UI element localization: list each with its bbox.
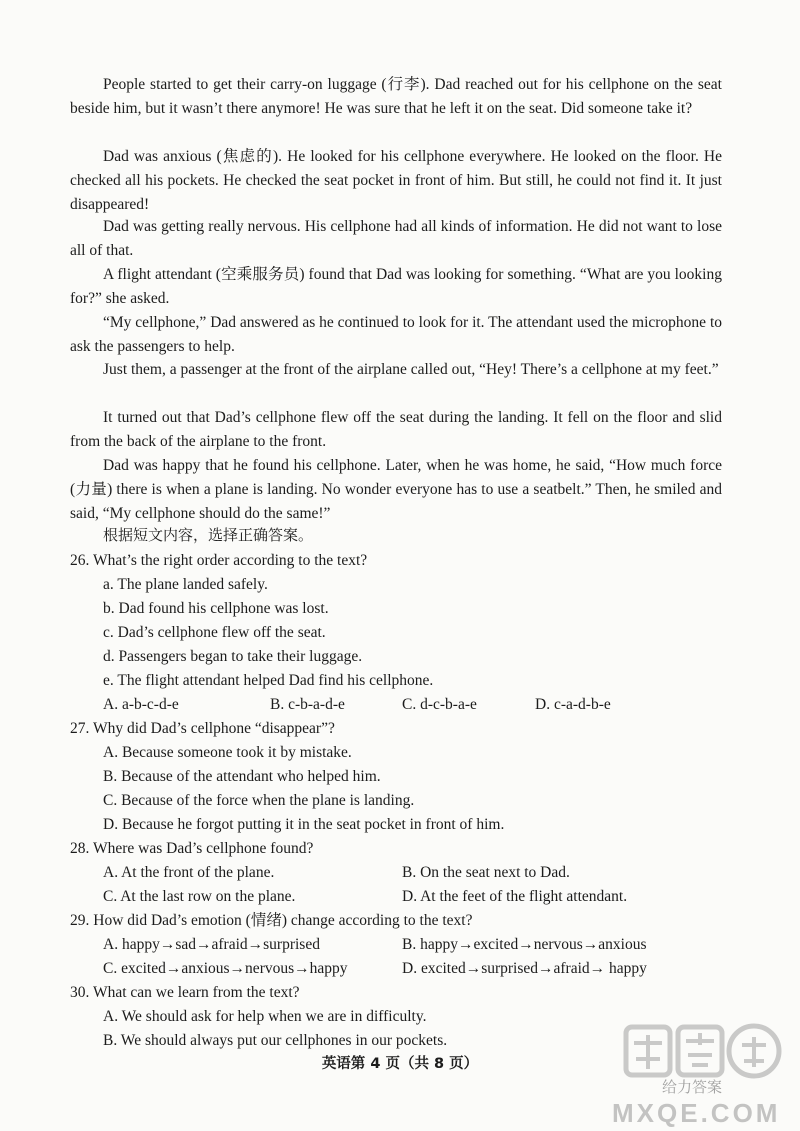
question-26-event-c: c. Dad’s cellphone flew off the seat.: [103, 624, 326, 641]
question-30-option-b: B. We should always put our cellphones in our pockets.: [103, 1032, 448, 1049]
page-footer: 英语第 4 页（共 8 页）: [321, 1056, 479, 1072]
question-26-option-c: C. d-c-b-a-e: [402, 696, 477, 713]
passage-paragraph-1: People started to get their carry-on luggage (行李). Dad reached out for his cellphone on the seat beside him, but it wasn’t there anymore! He was sure that he left it on the seat. Did someone take it?: [70, 76, 722, 117]
question-28-option-a: A. At the front of the plane.: [103, 864, 275, 881]
question-26-event-d: d. Passengers began to take their luggage.: [103, 648, 363, 665]
passage-paragraph-6: Just them, a passenger at the front of the airplane called out, “Hey! There’s a cellphone at my feet.”: [103, 361, 719, 378]
instruction: 根据短文内容，选择正确答案。: [103, 526, 314, 544]
question-29-option-c: C. excited→anxious→nervous→happy: [103, 960, 348, 977]
question-29-stem: 29. How did Dad’s emotion (情绪) change according to the text?: [70, 912, 473, 929]
passage-paragraph-7: It turned out that Dad’s cellphone flew off the seat during the landing. It fell on the floor and slid from the back of the airplane to the front.: [70, 409, 722, 450]
question-30-option-a: A. We should ask for help when we are in difficulty.: [103, 1008, 427, 1025]
question-29-option-b: B. happy→excited→nervous→anxious: [402, 936, 647, 953]
question-28-option-c: C. At the last row on the plane.: [103, 888, 296, 905]
question-27-option-d: D. Because he forgot putting it in the seat pocket in front of him.: [103, 816, 505, 833]
question-27-stem: 27. Why did Dad’s cellphone “disappear”?: [70, 720, 335, 737]
passage-paragraph-8: Dad was happy that he found his cellphone. Later, when he was home, he said, “How much force (力量) there is when a plane is landing. No wonder everyone has to use a seatbelt.” Then, he smiled and said, “My cellphone should do the same!”: [70, 457, 722, 522]
question-26-event-b: b. Dad found his cellphone was lost.: [103, 600, 329, 617]
question-26-event-e: e. The flight attendant helped Dad find his cellphone.: [103, 672, 434, 689]
passage-paragraph-4: A flight attendant (空乘服务员) found that Dad was looking for something. “What are you looking for?” she asked.: [70, 266, 722, 307]
passage-paragraph-5: “My cellphone,” Dad answered as he continued to look for it. The attendant used the microphone to ask the passengers to help.: [70, 314, 722, 355]
watermark-site: MXQE.COM: [612, 1098, 781, 1128]
question-29-option-d: D. excited→surprised→afraid→ happy: [402, 960, 647, 977]
passage-paragraph-2: Dad was anxious (焦虑的). He looked for his cellphone everywhere. He looked on the floor. He checked all his pockets. He checked the seat pocket in front of him. But still, he could not find it. It just disappeared!: [70, 148, 722, 213]
question-28-option-d: D. At the feet of the flight attendant.: [402, 888, 628, 905]
question-27-option-a: A. Because someone took it by mistake.: [103, 744, 352, 761]
question-26-event-a: a. The plane landed safely.: [103, 576, 268, 593]
question-27-option-b: B. Because of the attendant who helped him.: [103, 768, 381, 785]
question-26-option-a: A. a-b-c-d-e: [103, 696, 179, 713]
question-28-stem: 28. Where was Dad’s cellphone found?: [70, 840, 314, 857]
watermark-caption: 给力答案: [662, 1078, 723, 1096]
question-27-option-c: C. Because of the force when the plane is landing.: [103, 792, 415, 809]
question-28-option-b: B. On the seat next to Dad.: [402, 864, 570, 881]
question-29-option-a: A. happy→sad→afraid→surprised: [103, 936, 320, 953]
question-26-option-b: B. c-b-a-d-e: [270, 696, 345, 713]
passage-paragraph-3: Dad was getting really nervous. His cellphone had all kinds of information. He did not want to lose all of that.: [70, 218, 722, 259]
question-26-stem: 26. What’s the right order according to the text?: [70, 552, 368, 569]
question-30-stem: 30. What can we learn from the text?: [70, 984, 300, 1001]
question-26-option-d: D. c-a-d-b-e: [535, 696, 611, 713]
